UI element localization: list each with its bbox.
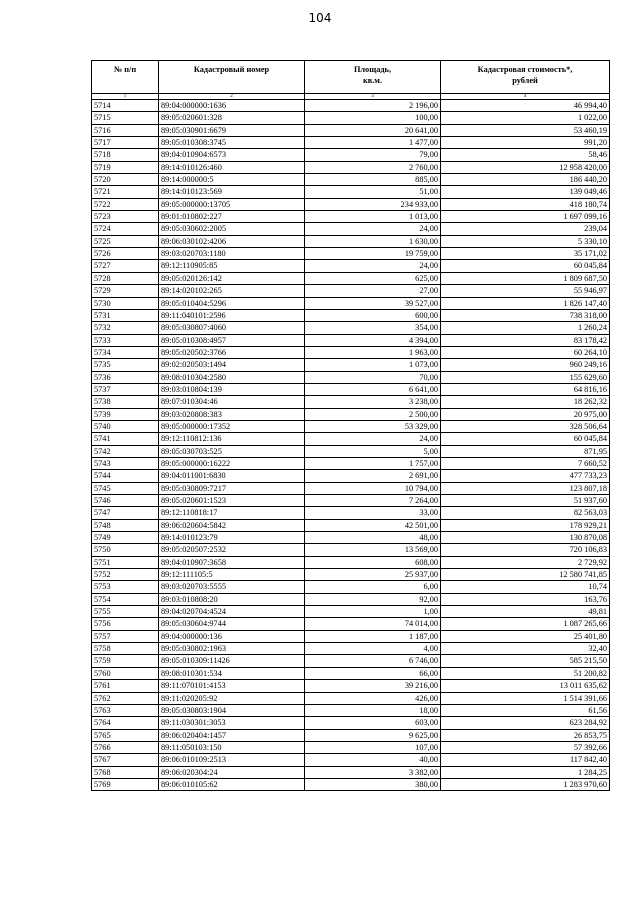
row-index: 5734 bbox=[92, 346, 159, 358]
area: 24,00 bbox=[305, 433, 441, 445]
cadastral-value: 585 215,50 bbox=[441, 655, 610, 667]
cadastral-value: 720 106,83 bbox=[441, 544, 610, 556]
table-row bbox=[92, 680, 610, 692]
row-index: 5762 bbox=[92, 692, 159, 704]
row-index: 5737 bbox=[92, 383, 159, 395]
cadastral-value: 10,74 bbox=[441, 581, 610, 593]
row-index: 5756 bbox=[92, 618, 159, 630]
row-index: 5752 bbox=[92, 569, 159, 581]
area: 70,00 bbox=[305, 371, 441, 383]
cadastral-value: 26 853,75 bbox=[441, 729, 610, 741]
table-row bbox=[92, 260, 610, 272]
area: 79,00 bbox=[305, 149, 441, 161]
row-index: 5736 bbox=[92, 371, 159, 383]
cadastral-number: 89:04:010904:6573 bbox=[159, 149, 305, 161]
cadastral-number: 89:11:020205:92 bbox=[159, 692, 305, 704]
cadastral-value: 1 514 391,66 bbox=[441, 692, 610, 704]
area: 1 187,00 bbox=[305, 630, 441, 642]
table-row bbox=[92, 655, 610, 667]
cadastral-number: 89:05:020126:142 bbox=[159, 272, 305, 284]
row-index: 5732 bbox=[92, 322, 159, 334]
header-cadastral-value: Кадастровая стоимость*, рублей bbox=[441, 61, 610, 94]
table-row bbox=[92, 174, 610, 186]
area: 24,00 bbox=[305, 223, 441, 235]
cadastral-number: 89:05:010308:3745 bbox=[159, 137, 305, 149]
table-row bbox=[92, 754, 610, 766]
table-row bbox=[92, 532, 610, 544]
cadastral-value: 123 807,18 bbox=[441, 482, 610, 494]
row-index: 5757 bbox=[92, 630, 159, 642]
table-row bbox=[92, 593, 610, 605]
row-index: 5727 bbox=[92, 260, 159, 272]
row-index: 5744 bbox=[92, 470, 159, 482]
table-row bbox=[92, 729, 610, 741]
area: 39 527,00 bbox=[305, 297, 441, 309]
cadastral-number: 89:05:020601:1523 bbox=[159, 495, 305, 507]
area: 2 196,00 bbox=[305, 100, 441, 112]
cadastral-number: 89:07:010304:46 bbox=[159, 396, 305, 408]
cadastral-number: 89:04:000000:1636 bbox=[159, 100, 305, 112]
cadastral-value: 82 563,03 bbox=[441, 507, 610, 519]
area: 6 746,00 bbox=[305, 655, 441, 667]
cadastral-number: 89:05:020507:2532 bbox=[159, 544, 305, 556]
cadastral-number: 89:06:010105:62 bbox=[159, 778, 305, 790]
cadastral-number: 89:08:010304:2580 bbox=[159, 371, 305, 383]
area: 53 329,00 bbox=[305, 420, 441, 432]
row-index: 5730 bbox=[92, 297, 159, 309]
table-row bbox=[92, 149, 610, 161]
area: 885,00 bbox=[305, 174, 441, 186]
table-row bbox=[92, 309, 610, 321]
cadastral-value: 738 318,00 bbox=[441, 309, 610, 321]
cadastral-number: 89:06:020404:1457 bbox=[159, 729, 305, 741]
cadastral-value: 130 870,08 bbox=[441, 532, 610, 544]
cadastral-number: 89:05:010309:11426 bbox=[159, 655, 305, 667]
table-row bbox=[92, 717, 610, 729]
row-index: 5714 bbox=[92, 100, 159, 112]
row-index: 5724 bbox=[92, 223, 159, 235]
row-index: 5715 bbox=[92, 112, 159, 124]
cadastral-value: 18 262,32 bbox=[441, 396, 610, 408]
table-row bbox=[92, 359, 610, 371]
cadastral-number: 89:05:030602:2005 bbox=[159, 223, 305, 235]
header-cadastral-number: Кадастровый номер bbox=[159, 61, 305, 94]
row-index: 5750 bbox=[92, 544, 159, 556]
table-row bbox=[92, 346, 610, 358]
row-index: 5719 bbox=[92, 161, 159, 173]
table-row bbox=[92, 383, 610, 395]
row-index: 5741 bbox=[92, 433, 159, 445]
row-index: 5759 bbox=[92, 655, 159, 667]
table-row bbox=[92, 334, 610, 346]
cadastral-number: 89:05:010404:5296 bbox=[159, 297, 305, 309]
area: 20 641,00 bbox=[305, 124, 441, 136]
area: 51,00 bbox=[305, 186, 441, 198]
table-row bbox=[92, 606, 610, 618]
area: 24,00 bbox=[305, 260, 441, 272]
area: 92,00 bbox=[305, 593, 441, 605]
cadastral-number: 89:05:030703:525 bbox=[159, 445, 305, 457]
cadastral-value: 186 440,20 bbox=[441, 174, 610, 186]
cadastral-value: 1 283 970,60 bbox=[441, 778, 610, 790]
area: 6 641,00 bbox=[305, 383, 441, 395]
cadastral-number: 89:03:010804:139 bbox=[159, 383, 305, 395]
table-row bbox=[92, 433, 610, 445]
table-row bbox=[92, 297, 610, 309]
cadastral-number: 89:04:000000:136 bbox=[159, 630, 305, 642]
column-number: 4 bbox=[441, 94, 610, 100]
cadastral-number: 89:05:030803:1904 bbox=[159, 704, 305, 716]
area: 100,00 bbox=[305, 112, 441, 124]
cadastral-value: 117 842,40 bbox=[441, 754, 610, 766]
area: 1 630,00 bbox=[305, 235, 441, 247]
cadastral-value: 7 660,52 bbox=[441, 457, 610, 469]
table-row bbox=[92, 396, 610, 408]
area: 19 759,00 bbox=[305, 248, 441, 260]
header-index: № п/п bbox=[92, 61, 159, 94]
table-row bbox=[92, 445, 610, 457]
cadastral-value: 178 929,21 bbox=[441, 519, 610, 531]
table-body bbox=[92, 100, 610, 791]
cadastral-number: 89:11:040101:2596 bbox=[159, 309, 305, 321]
cadastral-number: 89:06:020604:5842 bbox=[159, 519, 305, 531]
area: 1 963,00 bbox=[305, 346, 441, 358]
table-row bbox=[92, 519, 610, 531]
table-row bbox=[92, 235, 610, 247]
cadastral-value: 51 200,82 bbox=[441, 667, 610, 679]
row-index: 5767 bbox=[92, 754, 159, 766]
cadastral-number: 89:12:111105:5 bbox=[159, 569, 305, 581]
area: 4,00 bbox=[305, 643, 441, 655]
cadastral-number: 89:05:030604:9744 bbox=[159, 618, 305, 630]
area: 33,00 bbox=[305, 507, 441, 519]
area: 74 014,00 bbox=[305, 618, 441, 630]
row-index: 5753 bbox=[92, 581, 159, 593]
cadastral-value: 64 816,16 bbox=[441, 383, 610, 395]
row-index: 5758 bbox=[92, 643, 159, 655]
cadastral-value: 2 729,92 bbox=[441, 556, 610, 568]
table-row bbox=[92, 741, 610, 753]
area: 234 933,00 bbox=[305, 198, 441, 210]
row-index: 5743 bbox=[92, 457, 159, 469]
table-row bbox=[92, 766, 610, 778]
cadastral-number: 89:05:030807:4060 bbox=[159, 322, 305, 334]
cadastral-number: 89:03:010808:20 bbox=[159, 593, 305, 605]
area: 354,00 bbox=[305, 322, 441, 334]
cadastral-number: 89:06:030102:4206 bbox=[159, 235, 305, 247]
cadastral-number: 89:14:020102:265 bbox=[159, 285, 305, 297]
cadastral-value: 1 284,25 bbox=[441, 766, 610, 778]
cadastral-number: 89:06:020304:24 bbox=[159, 766, 305, 778]
cadastral-value: 960 249,16 bbox=[441, 359, 610, 371]
row-index: 5725 bbox=[92, 235, 159, 247]
table-row bbox=[92, 408, 610, 420]
row-index: 5731 bbox=[92, 309, 159, 321]
area: 1 073,00 bbox=[305, 359, 441, 371]
table-row bbox=[92, 778, 610, 790]
cadastral-value: 49,81 bbox=[441, 606, 610, 618]
cadastral-number: 89:05:030809:7217 bbox=[159, 482, 305, 494]
row-index: 5746 bbox=[92, 495, 159, 507]
cadastral-value: 477 733,23 bbox=[441, 470, 610, 482]
table-row bbox=[92, 581, 610, 593]
row-index: 5717 bbox=[92, 137, 159, 149]
area: 2 500,00 bbox=[305, 408, 441, 420]
row-index: 5716 bbox=[92, 124, 159, 136]
table-row bbox=[92, 643, 610, 655]
cadastral-value: 1 826 147,40 bbox=[441, 297, 610, 309]
area: 25 937,00 bbox=[305, 569, 441, 581]
area: 7 264,00 bbox=[305, 495, 441, 507]
cadastral-number: 89:05:030901:6679 bbox=[159, 124, 305, 136]
cadastral-number: 89:02:020503:1494 bbox=[159, 359, 305, 371]
cadastral-value: 328 506,64 bbox=[441, 420, 610, 432]
cadastral-number: 89:11:030301:3053 bbox=[159, 717, 305, 729]
area: 39 216,00 bbox=[305, 680, 441, 692]
table-row bbox=[92, 470, 610, 482]
cadastral-value: 239,04 bbox=[441, 223, 610, 235]
row-index: 5722 bbox=[92, 198, 159, 210]
cadastral-value: 35 171,02 bbox=[441, 248, 610, 260]
table-row bbox=[92, 704, 610, 716]
cadastral-number: 89:12:110818:17 bbox=[159, 507, 305, 519]
row-index: 5768 bbox=[92, 766, 159, 778]
table-row bbox=[92, 544, 610, 556]
area: 48,00 bbox=[305, 532, 441, 544]
cadastral-number: 89:03:020703:5555 bbox=[159, 581, 305, 593]
row-index: 5769 bbox=[92, 778, 159, 790]
cadastral-value: 20 975,00 bbox=[441, 408, 610, 420]
table-row bbox=[92, 618, 610, 630]
cadastral-number: 89:04:011001:6830 bbox=[159, 470, 305, 482]
cadastral-value: 32,40 bbox=[441, 643, 610, 655]
cadastral-number: 89:04:010907:3658 bbox=[159, 556, 305, 568]
cadastral-value: 46 994,40 bbox=[441, 100, 610, 112]
table-row bbox=[92, 322, 610, 334]
cadastral-value: 25 401,80 bbox=[441, 630, 610, 642]
row-index: 5749 bbox=[92, 532, 159, 544]
cadastral-number: 89:12:110905:85 bbox=[159, 260, 305, 272]
column-number: 1 bbox=[92, 94, 159, 100]
table-row bbox=[92, 198, 610, 210]
area: 4 394,00 bbox=[305, 334, 441, 346]
table-row bbox=[92, 112, 610, 124]
cadastral-number: 89:12:110812:136 bbox=[159, 433, 305, 445]
area: 18,00 bbox=[305, 704, 441, 716]
cadastral-number: 89:05:000000:17352 bbox=[159, 420, 305, 432]
area: 603,00 bbox=[305, 717, 441, 729]
table-row bbox=[92, 161, 610, 173]
cadastral-number: 89:14:010123:569 bbox=[159, 186, 305, 198]
cadastral-value: 51 937,60 bbox=[441, 495, 610, 507]
area: 1 477,00 bbox=[305, 137, 441, 149]
table-row bbox=[92, 248, 610, 260]
row-index: 5729 bbox=[92, 285, 159, 297]
cadastral-number: 89:05:000000:13705 bbox=[159, 198, 305, 210]
cadastral-value: 623 284,92 bbox=[441, 717, 610, 729]
cadastral-value: 55 946,97 bbox=[441, 285, 610, 297]
row-index: 5754 bbox=[92, 593, 159, 605]
table-row bbox=[92, 692, 610, 704]
table-row bbox=[92, 630, 610, 642]
area: 608,00 bbox=[305, 556, 441, 568]
row-index: 5735 bbox=[92, 359, 159, 371]
area: 1,00 bbox=[305, 606, 441, 618]
row-index: 5721 bbox=[92, 186, 159, 198]
row-index: 5742 bbox=[92, 445, 159, 457]
area: 107,00 bbox=[305, 741, 441, 753]
area: 3 382,00 bbox=[305, 766, 441, 778]
cadastral-value: 58,46 bbox=[441, 149, 610, 161]
row-index: 5740 bbox=[92, 420, 159, 432]
cadastral-value: 991,20 bbox=[441, 137, 610, 149]
cadastral-value: 83 178,42 bbox=[441, 334, 610, 346]
row-index: 5733 bbox=[92, 334, 159, 346]
cadastral-value: 53 460,19 bbox=[441, 124, 610, 136]
row-index: 5760 bbox=[92, 667, 159, 679]
cadastral-value: 1 022,00 bbox=[441, 112, 610, 124]
cadastral-value: 418 180,74 bbox=[441, 198, 610, 210]
cadastral-value: 1 697 099,16 bbox=[441, 211, 610, 223]
area: 9 625,00 bbox=[305, 729, 441, 741]
area: 3 238,00 bbox=[305, 396, 441, 408]
area: 1 013,00 bbox=[305, 211, 441, 223]
cadastral-value: 139 049,46 bbox=[441, 186, 610, 198]
cadastral-number: 89:04:020704:4524 bbox=[159, 606, 305, 618]
row-index: 5718 bbox=[92, 149, 159, 161]
row-index: 5765 bbox=[92, 729, 159, 741]
area: 625,00 bbox=[305, 272, 441, 284]
cadastral-number: 89:11:070101:4153 bbox=[159, 680, 305, 692]
row-index: 5748 bbox=[92, 519, 159, 531]
table-row bbox=[92, 482, 610, 494]
cadastral-number: 89:03:020808:383 bbox=[159, 408, 305, 420]
row-index: 5763 bbox=[92, 704, 159, 716]
cadastral-value: 1 809 687,50 bbox=[441, 272, 610, 284]
cadastral-number: 89:03:020703:1180 bbox=[159, 248, 305, 260]
cadastral-value: 155 629,60 bbox=[441, 371, 610, 383]
row-index: 5761 bbox=[92, 680, 159, 692]
area: 5,00 bbox=[305, 445, 441, 457]
row-index: 5728 bbox=[92, 272, 159, 284]
table-row bbox=[92, 667, 610, 679]
cadastral-value: 12 958 420,00 bbox=[441, 161, 610, 173]
table-row bbox=[92, 272, 610, 284]
cadastral-value: 60 045,84 bbox=[441, 433, 610, 445]
cadastral-value: 1 087 265,66 bbox=[441, 618, 610, 630]
cadastral-number: 89:01:010802:227 bbox=[159, 211, 305, 223]
cadastral-value: 1 260,24 bbox=[441, 322, 610, 334]
table-row bbox=[92, 285, 610, 297]
area: 66,00 bbox=[305, 667, 441, 679]
table-row bbox=[92, 100, 610, 112]
row-index: 5764 bbox=[92, 717, 159, 729]
row-index: 5726 bbox=[92, 248, 159, 260]
table-row bbox=[92, 420, 610, 432]
cadastral-number: 89:14:010126:460 bbox=[159, 161, 305, 173]
cadastral-number: 89:11:050103:150 bbox=[159, 741, 305, 753]
table-row bbox=[92, 137, 610, 149]
table-row bbox=[92, 457, 610, 469]
table-row bbox=[92, 223, 610, 235]
table-row bbox=[92, 569, 610, 581]
header-area: Площадь, кв.м. bbox=[305, 61, 441, 94]
column-number: 3 bbox=[305, 94, 441, 100]
row-index: 5739 bbox=[92, 408, 159, 420]
row-index: 5747 bbox=[92, 507, 159, 519]
cadastral-number: 89:14:010123:79 bbox=[159, 532, 305, 544]
cadastral-value: 61,56 bbox=[441, 704, 610, 716]
table-row bbox=[92, 556, 610, 568]
area: 6,00 bbox=[305, 581, 441, 593]
row-index: 5755 bbox=[92, 606, 159, 618]
cadastral-value: 871,95 bbox=[441, 445, 610, 457]
row-index: 5745 bbox=[92, 482, 159, 494]
area: 1 757,00 bbox=[305, 457, 441, 469]
table-row bbox=[92, 211, 610, 223]
column-number: 2 bbox=[159, 94, 305, 100]
cadastral-number: 89:05:010308:4957 bbox=[159, 334, 305, 346]
row-index: 5723 bbox=[92, 211, 159, 223]
header-row bbox=[92, 61, 610, 94]
area: 426,00 bbox=[305, 692, 441, 704]
cadastral-value: 60 045,84 bbox=[441, 260, 610, 272]
cadastre-table bbox=[91, 60, 610, 791]
cadastral-value: 5 330,10 bbox=[441, 235, 610, 247]
cadastral-number: 89:08:010301:534 bbox=[159, 667, 305, 679]
cadastral-number: 89:05:030802:1963 bbox=[159, 643, 305, 655]
table-row bbox=[92, 507, 610, 519]
cadastral-number: 89:05:000000:16222 bbox=[159, 457, 305, 469]
row-index: 5720 bbox=[92, 174, 159, 186]
cadastral-value: 13 011 635,62 bbox=[441, 680, 610, 692]
cadastral-number: 89:06:010109:2513 bbox=[159, 754, 305, 766]
table-row bbox=[92, 371, 610, 383]
row-index: 5751 bbox=[92, 556, 159, 568]
cadastral-number: 89:05:020601:328 bbox=[159, 112, 305, 124]
cadastral-value: 12 580 741,85 bbox=[441, 569, 610, 581]
area: 380,00 bbox=[305, 778, 441, 790]
area: 27,00 bbox=[305, 285, 441, 297]
cadastral-value: 57 392,66 bbox=[441, 741, 610, 753]
row-index: 5766 bbox=[92, 741, 159, 753]
area: 13 569,00 bbox=[305, 544, 441, 556]
table-row bbox=[92, 186, 610, 198]
table-row bbox=[92, 124, 610, 136]
cadastral-value: 163,76 bbox=[441, 593, 610, 605]
page-number: 104 bbox=[308, 11, 332, 25]
area: 42 501,00 bbox=[305, 519, 441, 531]
area: 40,00 bbox=[305, 754, 441, 766]
area: 10 794,00 bbox=[305, 482, 441, 494]
row-index: 5738 bbox=[92, 396, 159, 408]
table-row bbox=[92, 495, 610, 507]
area: 600,00 bbox=[305, 309, 441, 321]
cadastral-number: 89:05:020502:3766 bbox=[159, 346, 305, 358]
cadastral-number: 89:14:000000:5 bbox=[159, 174, 305, 186]
area: 2 760,00 bbox=[305, 161, 441, 173]
area: 2 691,00 bbox=[305, 470, 441, 482]
cadastral-value: 60 264,10 bbox=[441, 346, 610, 358]
